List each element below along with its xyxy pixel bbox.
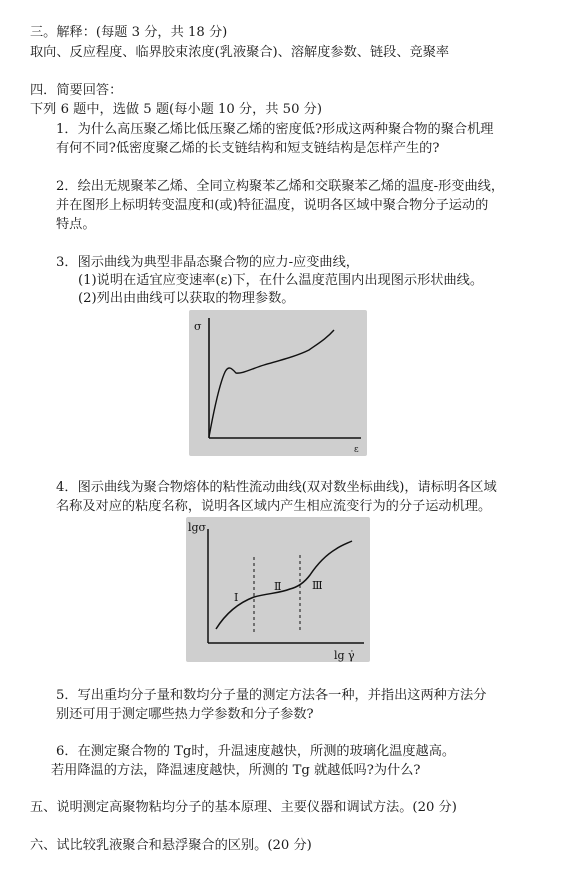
- q5-line2: 别还可用于测定哪些热力学参数和分子参数?: [56, 707, 314, 722]
- section3-terms: 取向、反应程度、临界胶束浓度(乳液聚合)、溶解度参数、链段、竞聚率: [30, 45, 450, 60]
- flow-region-2-label: Ⅱ: [274, 580, 282, 593]
- q6-line1: 6．在测定聚合物的 Tg时，升温速度越快，所测的玻璃化温度越高。: [56, 744, 456, 759]
- q1-line2: 有何不同?低密度聚乙烯的长支链结构和短支链结构是怎样产生的?: [56, 141, 440, 156]
- section4-heading: 四．简要回答：: [30, 83, 123, 98]
- q4-line2: 名称及对应的粘度名称，说明各区域内产生相应流变行为的分子运动机理。: [56, 499, 492, 514]
- q5-line1: 5．写出重均分子量和数均分子量的测定方法各一种，并指出这两种方法分: [56, 688, 487, 703]
- flow-curve-figure: [186, 517, 370, 662]
- q3-sub1: (1)说明在适宜应变速率(ε)下，在什么温度范围内出现图示形状曲线。: [78, 273, 484, 288]
- flow-region-1-label: Ⅰ: [234, 591, 239, 604]
- q3-sub2: (2)列出由曲线可以获取的物理参数。: [78, 291, 295, 306]
- q2-line1: 2．绘出无规聚苯乙烯、全同立构聚苯乙烯和交联聚苯乙烯的温度-形变曲线，: [56, 179, 505, 194]
- stress-strain-figure: [189, 310, 367, 456]
- stress-strain-curve: [209, 330, 334, 437]
- q2-line2: 并在图形上标明转变温度和(或)特征温度，说明各区域中聚合物分子运动的: [56, 198, 489, 213]
- q6-line2: 若用降温的方法，降温速度越快，所测的 Tg 就越低吗?为什么?: [51, 763, 421, 778]
- section4-instruction: 下列 6 题中，选做 5 题(每小题 10 分，共 50 分): [30, 102, 322, 117]
- q3-line1: 3．图示曲线为典型非晶态聚合物的应力-应变曲线，: [56, 255, 359, 270]
- flow-curve-x-label: lg γ̇: [334, 649, 355, 662]
- section3-heading: 三。解释：(每题 3 分，共 18 分): [30, 25, 228, 40]
- section5-text: 五、说明测定高聚物粘均分子的基本原理、主要仪器和调试方法。(20 分): [30, 800, 457, 815]
- flow-region-3-label: Ⅲ: [312, 579, 323, 592]
- q1-line1: 1．为什么高压聚乙烯比低压聚乙烯的密度低?形成这两种聚合物的聚合机理: [56, 122, 494, 137]
- q2-line3: 特点。: [56, 217, 96, 232]
- flow-curve-y-label: lgσ: [188, 521, 207, 534]
- q4-line1: 4．图示曲线为聚合物熔体的粘性流动曲线(双对数坐标曲线)，请标明各区域: [56, 480, 497, 495]
- section6-text: 六、试比较乳液聚合和悬浮聚合的区别。(20 分): [30, 838, 312, 853]
- flow-curve: [216, 541, 352, 629]
- stress-strain-y-label: σ: [194, 320, 202, 333]
- stress-strain-x-label: ε: [354, 445, 359, 455]
